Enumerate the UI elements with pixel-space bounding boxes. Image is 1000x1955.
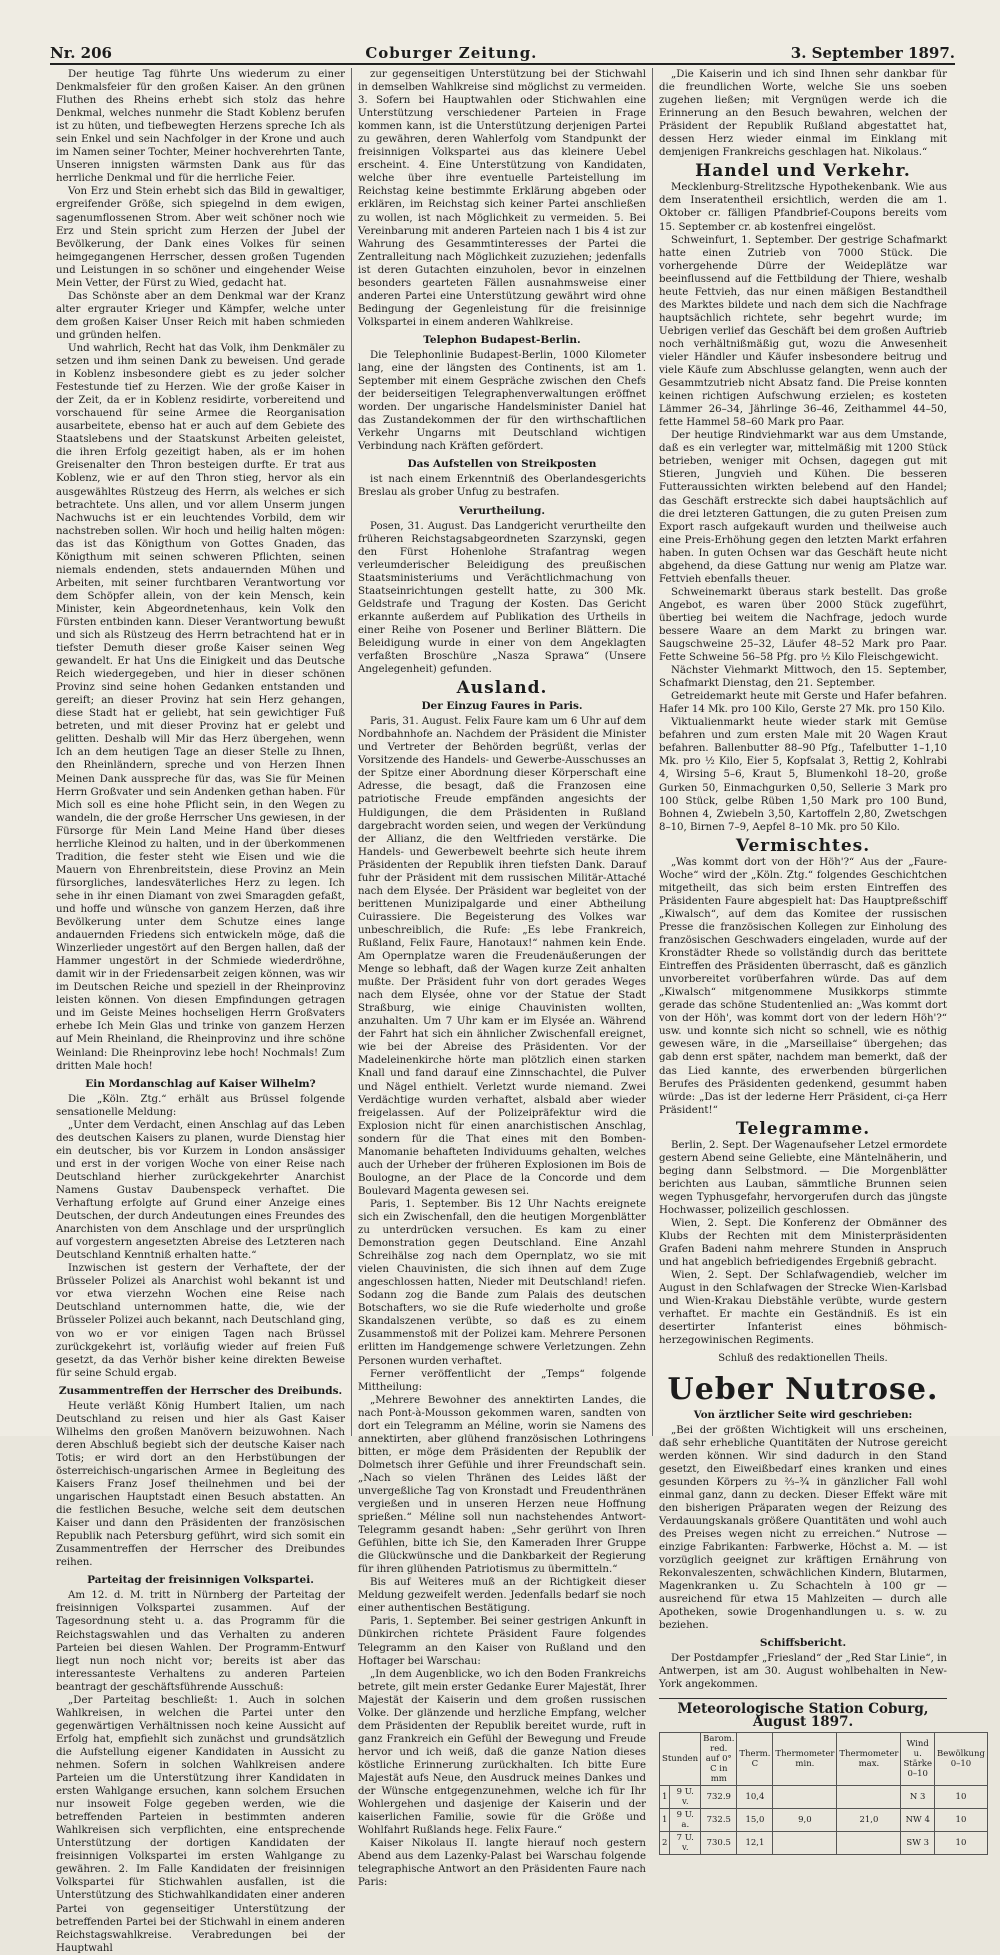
section-heading: Telegramme. [735, 1118, 871, 1139]
masthead [50, 38, 955, 62]
paragraph: Wien, 2. Sept. Der Schlafwagendieb, welcher im August in den Schlafwagen der Strecke Wien-Karlsbad und Wien-Krakau Diebstähle verübte, wurde gestern verhaftet. Er machte ein Geständniß. Es ist ein desertirter Infanterist eines böhmisch-herzegowinischen Regiments. [659, 1270, 947, 1347]
article-heading: Parteitag der freisinnigen Volkspartei. [87, 1574, 314, 1587]
newspaper-title: Coburger Zeitung. [365, 44, 538, 62]
paragraph: „Unter dem Verdacht, einen Anschlag auf das Leben des deutschen Kaisers zu planen, wurde Dienstag hier ein deutscher, bis vor Kurzem in London ansässiger und erst in der vorigen Woche von einer Reise nach Deutschland hierher zurückgekehrter Anarchist Namens Gustav Daubenspeck verhaftet. Die Verhaftung erfolgte auf Grund einer Anzeige eines Deutschen, der durch Andeutungen eines Freundes des Anarchisten von dem Anschlage und der ursprünglich auf vorgestern angesetzten Abreise des Letzteren nach Deutschland Kenntniß erhalten hatte.“ [56, 1119, 345, 1262]
weather-cell: 10 [934, 1785, 987, 1808]
paragraph: Das Schönste aber an dem Denkmal war der Kranz alter ergrauter Krieger und Kämpfer, welche unter dem großen Kaiser Unser Reich mit haben schmieden und gründen helfen. [56, 290, 345, 341]
advert-headline: Ueber Nutrose. [667, 1371, 939, 1407]
weather-cell: 2 [660, 1831, 670, 1854]
article-heading: Verurtheilung. [459, 504, 545, 517]
paragraph: Schweinemarkt überaus stark bestellt. Das große Angebot, es waren über 2000 Stück zugeführt, übertieg bei weitem die Nachfrage, jedoch wurde bessere Waare an dem Markt zu bringen war. Saugschweine 25–32, Läufer 48–52 Mark pro Paar. Fette Schweine 56–58 Pfg. pro ½ Kilo Fleischgewicht. [659, 586, 947, 664]
section-heading: Handel und Verkehr. [695, 161, 911, 182]
paragraph: „Bei der größten Wichtigkeit will uns erscheinen, daß sehr erhebliche Quantitäten der Nutrose gereicht werden können. Wir sind dadurch in den Stand gesetzt, den Eiweißbedarf eines kranken und eines gesunden Körpers zu ⅔–¾ in gänzlicher Fall wohl einmal ganz, dann zu decken. Dieser Effekt wäre mit den bisherigen Präparaten wegen der Reizung des Verdauungskanals größere Quantitäten und wohl auch des Preises wegen nicht zu erreichen.“ Nutrose — einzige Fabrikanten: Farbwerke, Höchst a. M. — ist vorzüglich geeignet zur kräftigen Ernährung von Rekonvaleszenten, schwächlichen Kindern, Blutarmen, Magenkranken u. Zu Schachteln à 100 gr — ausreichend für etwa 15 Mahlzeiten — durch alle Apotheken, sowie Drogenhandlungen u. s. w. zu beziehen. [659, 1424, 947, 1632]
article-heading: Ein Mordanschlag auf Kaiser Wilhelm? [85, 1077, 316, 1090]
weather-cell: N 3 [901, 1785, 935, 1808]
weather-cell: 21,0 [837, 1808, 901, 1831]
section-heading: Ausland. [456, 678, 548, 699]
paragraph: ist nach einem Erkenntniß des Oberlandesgerichts Breslau als grober Unfug zu bestrafen. [358, 474, 646, 499]
weather-body [660, 1785, 988, 1854]
paragraph: „Was kommt dort von der Höh'?“ Aus der „Faure-Woche“ wird der „Köln. Ztg.“ folgendes Geschichtchen mitgetheilt, das sich beim ersten Eintreffen des Präsidenten Faure abgespielt hat: Das Hauptpreßschiff „Kiwalsch“, auf dem das Komitee der russischen Presse die französischen Kollegen zur Einholung des französischen Geschwaders eingeladen, wurde auf der Kronstädter Rhede so vollständig durch das berittete Eintreffen des Präsidenten überrascht, daß es gänzlich unvorbereitet vorüberfahren würde. Das auf dem „Kiwalsch“ mitgenommene Musikkorps stimmte gerade das schöne Studentenlied an: „Was kommt dort von der Höh', was kommt dort von der ledern Höh'?“ usw. und konnte sich nicht so schnell, wie es nöthig gewesen wäre, in die „Marseillaise“ übergehen; das gab denn erst später, nachdem man bemerkt, daß der das Lied kannte, des erwerbenden bürgerlichen Berufes des Präsidenten gedenkend, gesummt haben würde: „Das ist der lederne Herr Präsident, ci-ça Herr Präsident!“ [659, 856, 947, 1116]
weather-cell [837, 1785, 901, 1808]
column-3 [652, 68, 985, 1853]
weather-cell [773, 1785, 837, 1808]
article-heading: Zusammentreffen der Herrscher des Dreibunds. [58, 1384, 343, 1397]
column-2 [351, 68, 652, 1889]
weather-header-cell: Barom. red. auf 0° C in mm [701, 1732, 737, 1785]
weather-cell: 732.5 [701, 1808, 737, 1831]
paragraph: Getreidemarkt heute mit Gerste und Hafer befahren. Hafer 14 Mk. pro 100 Kilo, Gerste 27 Mk. pro 150 Kilo. [659, 691, 947, 716]
weather-cell: SW 3 [901, 1831, 935, 1854]
weather-header-cell: Therm. C [737, 1732, 773, 1785]
paragraph: Der Postdampfer „Friesland“ der „Red Star Linie“, in Antwerpen, ist am 30. August wohlbehalten in New-York angekommen. [659, 1653, 947, 1691]
weather-header-cell: Thermometer min. [773, 1732, 837, 1785]
issue-number: Nr. 206 [50, 44, 112, 62]
weather-cell: 732.9 [701, 1785, 737, 1808]
issue-date: 3. September 1897. [790, 44, 955, 62]
column-1 [50, 68, 351, 1954]
paragraph: Schweinfurt, 1. September. Der gestrige Schafmarkt hatte einen Zutrieb von 7000 Stück. Die vorhergehende Dürre der Weideplätze war beeinflussend auf die Fettbildung der Thiere, weshalb heute Fettvieh, das nur einen mäßigen Bestandtheil des Marktes bildete und nach dem sich die Nachfrage hauptsächlich richtete, sehr begehrt wurde; im Uebrigen verlief das Geschäft bei dem großen Auftrieb noch verhältnißmäßig gut, wozu die Anwesenheit vieler Händler und Käufer insbesondere beitrug und viele Käufe zum Abschlusse gelangten, wenn auch der Gesammtzutrieb nicht Absatz fand. Die Preise konnten keinen richtigen Aufschwung erzielen; es kosteten Lämmer 26–34, Jährlinge 36–46, Zeithammel 44–50, fette Hammel 58–60 Mark pro Paar. [659, 234, 947, 429]
paragraph: Viktualienmarkt heute wieder stark mit Gemüse befahren und zum ersten Male mit 20 Wagen Kraut befahren. Ballenbutter 88–90 Pfg., Tafelbutter 1–1,10 Mk. pro ½ Kilo, Eier 5, Kopfsalat 3, Rettig 2, Kohlrabi 4, Wirsing 5–6, Kraut 5, Blumenkohl 18–20, große Gurken 50, Einmachgurken 0,50, Sellerie 3 Mark pro 100 Stück, gelbe Rüben 1,50 Mark pro 100 Bund, Bohnen 4, Zwiebeln 3,50, Kartoffeln 2,80, Zwetschgen 8–10, Birnen 7–9, Aepfel 8–10 Mk. pro 50 Kilo. [659, 717, 947, 833]
paragraph: Posen, 31. August. Das Landgericht verurtheilte den früheren Reichstagsabgeordneten Szarzynski, gegen den Fürst Hohenlohe Strafantrag wegen verleumderischer Beleidigung des preußischen Staatsministeriums und Verächtlichmachung von Staatseinrichtungen gestellt hatte, zu 300 Mk. Geldstrafe und Tragung der Kosten. Das Gericht erkannte außerdem auf Publikation des Urtheils in einer Reihe von Posener und Berliner Blättern. Die Beleidigung wurde in einer von dem Angeklagten verfaßten Broschüre „Nasza Sprawa“ (Unsere Angelegenheit) gefunden. [358, 520, 646, 676]
weather-table [659, 1732, 988, 1855]
end-note: Schluß des redaktionellen Theils. [718, 1352, 888, 1364]
paragraph: „Der Parteitag beschließt: 1. Auch in solchen Wahlkreisen, in welchen die Partei unter den gegenwärtigen Verhältnissen noch keine Aussicht auf Erfolg hat, empfiehlt sich zunächst und grundsätzlich die Aufstellung eigener Kandidaten in Aussicht zu nehmen. Sofern in solchen Wahlkreisen andere Parteien um die Unterstützung ihrer Kandidaten in ersten Wahlgange ersuchen, kann solchem Ersuchen nur insoweit Folge gegeben werden, wie die betreffenden Parteien in bestimmten anderen Wahlkreisen sich verpflichten, eine entsprechende Unterstützung der dortigen Kandidaten der freisinnigen Volkspartei im ersten Wahlgange zu gewähren. 2. Im Falle Kandidaten der freisinnigen Volkspartei für Stichwahlen ausfallen, ist die Unterstützung des Stichwahlkandidaten einer anderen Partei von gegenseitiger Unterstützung der betreffenden Partei bei der Stichwahl in einem anderen Reichstagswahlkreise. Verabredungen bei der Hauptwahl [56, 1694, 345, 1954]
weather-title: Meteorologische Station Coburg, August 1897. [659, 1698, 947, 1729]
paragraph: zur gegenseitigen Unterstützung bei der Stichwahl in demselben Wahlkreise sind möglichst zu vermeiden. 3. Sofern bei Hauptwahlen oder Stichwahlen eine Unterstützung verschiedener Parteien in Frage kommen kann, ist die Unterstützung derjenigen Partei zu gewähren, deren Wahlerfolg vom Standpunkt der freisinnigen Volkspartei aus das kleinere Uebel erscheint. 4. Eine Unterstützung von Kandidaten, welche über ihre eventuelle Parteistellung im Reichstag keine bestimmte Erklärung abgeben oder erklären, im Reichstag sich keiner Partei anschließen zu wollen, ist nach Möglichkeit zu vermeiden. 5. Bei Vereinbarung mit anderen Parteien nach 1 bis 4 ist zur Wahrung des Gesammtinteresses der Partei die Zentralleitung nach Möglichkeit zuzuziehen; jedenfalls ist deren Gutachten einzuholen, bevor in einzelnen besonders gearteten Fällen ausnahmsweise einer anderen Partei eine Unterstützung gewährt wird ohne Bedingung der Gegenleistung für die freisinnige Volkspartei in einem anderen Wahlkreise. [358, 69, 646, 328]
weather-row [660, 1831, 988, 1854]
weather-row [660, 1808, 988, 1831]
weather-cell: 1 [660, 1785, 670, 1808]
article-heading: Telephon Budapest-Berlin. [423, 333, 581, 346]
paragraph: Paris, 1. September. Bei seiner gestrigen Ankunft in Dünkirchen richtete Präsident Faure folgendes Telegramm an den Kaiser von Rußland und den Hoftager bei Warschau: [358, 1616, 646, 1667]
paragraph: Kaiser Nikolaus II. langte hierauf noch gestern Abend aus dem Lazenky-Palast bei Warschau folgende telegraphische Antwort an den Präsidenten Faure nach Paris: [358, 1838, 646, 1889]
paragraph: Die „Köln. Ztg.“ erhält aus Brüssel folgende sensationelle Meldung: [56, 1093, 345, 1118]
paragraph: Ferner veröffentlicht der „Temps“ folgende Mittheilung: [358, 1368, 646, 1393]
paragraph: „In dem Augenblicke, wo ich den Boden Frankreichs betrete, gilt mein erster Gedanke Eurer Majestät, Ihrer Majestät der Kaiserin und dem großen russischen Volke. Der glänzende und herzliche Empfang, welcher dem Präsidenten der Republik bereitet wurde, ruft in ganz Frankreich ein Gefühl der Bewegung und Freude hervor und ich weiß, daß die ganze Nation dieses köstliche Erinnerung zurückhalten. Ich bitte Eure Majestät aufs Neue, den Ausdruck meines Dankes und der Wünsche entgegenzunehmen, welche ich für Ihr Wohlergehen und dasjenige der Kaiserin und der kaiserlichen Familie, sowie für die Größe und Wohlfahrt Rußlands hege. Felix Faure.“ [358, 1668, 646, 1837]
article-heading: Der Einzug Faures in Paris. [421, 700, 583, 713]
weather-cell: 1 [660, 1808, 670, 1831]
weather-cell: 12,1 [737, 1831, 773, 1854]
paragraph: Die Telephonlinie Budapest-Berlin, 1000 Kilometer lang, eine der längsten des Continents, ist am 1. September mit einem Gespräche zwischen den Chefs der beiderseitigen Telegraphenverwaltungen eröffnet worden. Der ungarische Handelsminister Daniel hat das Zustandekommen der für den wirthschaftlichen Verkehr Ungarns mit Deutschland wichtigen Verbindung nach Kräften gefördert. [358, 349, 646, 453]
paragraph: Paris, 31. August. Felix Faure kam um 6 Uhr auf dem Nordbahnhofe an. Nachdem der Präsident die Minister und Vertreter der Behörden begrüßt, verlas der Vorsitzende des Handels- und Gewerbe-Ausschusses an der Spitze einer Abordnung dieser Körperschaft eine Adresse, die besagt, daß die Franzosen eine patriotische Freude empfänden angesichts der Huldigungen, die dem Präsidenten in Rußland dargebracht worden seien, und wegen der Verkündung der Allianz, die den Weltfrieden verstärke. Die Handels- und Gewerbewelt beehrte sich heute ihrem Präsidenten der Republik ihren tiefsten Dank. Darauf fuhr der Präsident mit dem russischen Militär-Attaché nach dem Elysée. Der Präsident war begleitet von der berittenen Munizipalgarde und einer Abtheilung Cuirassiere. Die Begeisterung des Volkes war unbeschreiblich, die Rufe: „Es lebe Frankreich, Rußland, Felix Faure, Hanotaux!“ nahmen kein Ende. Am Opernplatze waren die Freudenäußerungen der Menge so lebhaft, daß der Wagen kurze Zeit anhalten mußte. Der Präsident fuhr von dort gerades Weges nach dem Elysée, ohne vor der Statue der Stadt Straßburg, wie einige Chauvinisten wollten, anzuhalten. Um 7 Uhr kam er im Elysée an. Während der Fahrt hat sich ein ähnlicher Zwischenfall ereignet, wie bei der Abreise des Präsidenten. Vor der Madeleinenkirche hörte man plötzlich einen starken Knall und fand darauf eine Zinnschachtel, die Pulver und Nägel enthielt. Verletzt wurde niemand. Zwei Verdächtige wurden verhaftet, alsbald aber wieder freigelassen. Auf der Polizeipräfektur wird die Explosion nicht für einen anarchistischen Anschlag, sondern für die That eines mit den Bomben-Manomanie behafteten Individuums gehalten, welches auch der Urheber der früheren Explosionen im Bois de Boulogne, an der Place de la Concorde und dem Boulevard Magenta gewesen sei. [358, 716, 646, 1197]
weather-header-cell: Bewölkung 0–10 [934, 1732, 987, 1785]
weather-cell: 7 U. v. [670, 1831, 701, 1854]
article-heading: Das Aufstellen von Streikposten [407, 458, 597, 471]
weather-cell: 730.5 [701, 1831, 737, 1854]
header-rule [50, 63, 955, 65]
paragraph: Wien, 2. Sept. Die Konferenz der Obmänner des Klubs der Rechten mit dem Ministerpräsidenten Grafen Badeni nahm mehrere Stunden in Anspruch und hat angeblich befriedigendes Ergebniß gebracht. [659, 1218, 947, 1269]
weather-cell [773, 1831, 837, 1854]
weather-cell: 9 U. v. [670, 1785, 701, 1808]
section-heading: Vermischtes. [735, 835, 871, 856]
weather-cell: NW 4 [901, 1808, 935, 1831]
weather-cell: 10 [934, 1808, 987, 1831]
weather-cell: 9,0 [773, 1808, 837, 1831]
weather-cell: 15,0 [737, 1808, 773, 1831]
subheading: Von ärztlicher Seite wird geschrieben: [693, 1408, 913, 1421]
columns [50, 68, 985, 1954]
column-3-articles [659, 68, 947, 1692]
paragraph: Nächster Viehmarkt Mittwoch, den 15. September, Schafmarkt Dienstag, den 21. September. [659, 665, 947, 690]
paragraph: Der heutige Tag führte Uns wiederum zu einer Denkmalsfeier für den großen Kaiser. An den grünen Fluthen des Rheins erhebt sich stolz das hehre Denkmal, welches nunmehr die Stadt Koblenz berufen ist zu hüten, und tiefbewegten Herzens spreche Ich als sein Enkel und sein Nachfolger in der Krone und auch im Namen seiner Tochter, Meiner hochverehrten Tante, Unseren innigsten wärmsten Dank aus für das herrliche Denkmal und für die herrliche Feier. [56, 69, 345, 185]
weather-header-cell: Thermometer max. [837, 1732, 901, 1785]
weather-header-cell: Stunden [660, 1732, 701, 1785]
paragraph: Mecklenburg-Strelitzsche Hypothekenbank. Wie aus dem Inseratentheil ersichtlich, werden die am 1. Oktober cr. fälligen Pfandbrief-Coupons bereits vom 15. September cr. ab kostenfrei eingelöst. [659, 182, 947, 233]
paragraph: Der heutige Rindviehmarkt war aus dem Umstande, daß es ein verlegter war, mittelmäßig mit 1200 Stück betrieben, weniger mit Ochsen, dagegen gut mit Stieren, Jungvieh und Kühen. Die besseren Futteraussichten wirkten belebend auf den Handel; das Geschäft erstreckte sich dabei hauptsächlich auf die drei letzteren Gattungen, die zu guten Preisen zum Export rasch aufgekauft wurden und theilweise auch eine Preis-Erhöhung gegen den letzten Markt erfahren haben. In guten Ochsen war das Geschäft heute nicht abgehend, da diese Gattung nur wenig am Platze war. Fettvieh ebenfalls theuer. [659, 430, 947, 585]
weather-cell: 10,4 [737, 1785, 773, 1808]
paragraph: „Mehrere Bewohner des annektirten Landes, die nach Pont-à-Mousson gekommen waren, sandten von dort ein Telegramm an Méline, worin sie Namens des annektirten, aber glühend französischen Lothringens bitten, er möge dem Präsidenten der Republik der Dolmetsch ihrer Gefühle und ihrer Freundschaft sein. „Nach so vielen Thränen des Leides läßt der unvergeßliche Tag von Kronstadt und Freudenthränen vergießen und in unseren Herzen neue Hoffnung sprießen.“ Méline soll nun nachstehendes Antwort-Telegramm gesandt haben: „Sehr gerührt von Ihren Gefühlen, bitte ich Sie, den Kameraden Ihrer Gruppe die Glückwünsche und die Dankbarkeit der Regierung für ihren glühenden Patriotismus zu übermitteln.“ [358, 1394, 646, 1576]
weather-row [660, 1785, 988, 1808]
paragraph: „Die Kaiserin und ich sind Ihnen sehr dankbar für die freundlichen Worte, welche Sie uns soeben zugehen ließen; mit Vergnügen werde ich die Erinnerung an den Besuch bewahren, welchen der Präsident der Republik Rußland abgestattet hat, dessen Herz wieder einmal im Einklang mit demjenigen Frankreichs geschlagen hat. Nikolaus.“ [659, 69, 947, 159]
weather-cell [837, 1831, 901, 1854]
paragraph: Bis auf Weiteres muß an der Richtigkeit dieser Meldung gezweifelt werden. Jedenfalls bedarf sie noch einer authentischen Bestätigung. [358, 1577, 646, 1615]
weather-cell: 10 [934, 1831, 987, 1854]
weather-cell: 9 U. a. [670, 1808, 701, 1831]
paragraph: Berlin, 2. Sept. Der Wagenaufseher Letzel ermordete gestern Abend seine Geliebte, eine Mäntelnäherin, und beging dann Selbstmord. — Die Morgenblätter berichten aus Lauban, sämmtliche Brunnen seien wegen Typhusgefahr, hervorgerufen durch das jüngste Hochwasser, polizeilich geschlossen. [659, 1139, 947, 1216]
paragraph: Am 12. d. M. tritt in Nürnberg der Parteitag der freisinnigen Volkspartei zusammen. Auf der Tagesordnung steht u. a. das Programm für die Reichstagswahlen und das Verhalten zu anderen Parteien bei diesen Wahlen. Der Programm-Entwurf liegt nun noch nicht vor; bereits ist aber das interessanteste Verhaltens zu anderen Parteien beantragt der geschäftsführende Ausschuß: [56, 1590, 345, 1693]
paragraph: Paris, 1. September. Bis 12 Uhr Nachts ereignete sich ein Zwischenfall, den die heutigen Morgenblätter zu unterdrücken versuchen. Es kam zu einer Demonstration gegen Deutschland. Eine Anzahl Schreihälse zog nach dem Opernplatz, wo sie mit vielen Chauvinisten, die sich ihnen auf dem Zuge angeschlossen hatten, Nieder mit Deutschland! riefen. Sodann zog die Bande zum Palais des deutschen Botschafters, wo sie die Rufe wiederholte und große Skandalszenen verübte, so daß es zu einem Zusammenstoß mit der Polizei kam. Mehrere Personen erlitten im Handgemenge schwere Verletzungen. Zehn Personen wurden verhaftet. [358, 1198, 646, 1367]
paragraph: Und wahrlich, Recht hat das Volk, ihm Denkmäler zu setzen und ihm seinen Dank zu beweisen. Und gerade in Koblenz insbesondere giebt es zu jeder solcher Festestunde tief zu Herzen. Wie der große Kaiser in der Zeit, da er in Koblenz residirte, vorbereitend und vorschauend für seine Armee die Reorganisation ausarbeitete, ebenso hat er auch auf dem Gebiete des Staatslebens und der Staatskunst Arbeiten geleistet, die ihren Erfolg gezeitigt haben, als er im hohen Greisenalter den Thron besteigen durfte. Er trat aus Koblenz, wie er auf den Thron stieg, hervor als ein ausgewähltes Rüstzeug des Herrn, als welches er sich betrachtete. Uns allen, und vor allem Unserm jungen Nachwuchs ist er ein leuchtendes Vorbild, dem wir nachstreben sollen. Wir hoch und heilig halten mögen: das ist das Königthum von Gottes Gnaden, das Königthum mit seinen schweren Pflichten, seinen niemals endenden, stets andauernden Mühen und Arbeiten, mit seiner furchtbaren Verantwortung vor dem Schöpfer allein, von der kein Mensch, kein Minister, kein Abgeordnetenhaus, kein Volk den Fürsten entbinden kann. Dieser Verantwortung bewußt und sich als Rüstzeug des Herrn betrachtend hat er in tiefster Demuth dieser große Kaiser seinen Weg gewandelt. Er hat Uns die Einigkeit und das Deutsche Reich wiedergegeben, und hier in dieser schönen Provinz sind seine hohen Gedanken entstanden und gereift; an dieser Provinz hat sein Herz gehangen, diese Stadt hat er geliebt, hat sein gewichtiger Fuß betreten, und mit dieser Provinz hat er gelebt und gelitten. Deshalb will Mir das Herz übergehen, wenn Ich an dem heutigen Tage an dieser Stelle zu Ihnen, den Rheinländern, spreche und von Herzen Ihnen Meinen Dank ausspreche für das, was Sie für Meinen Herrn Großvater und sein Andenken gethan haben. Für Mich soll es eine hohe Pflicht sein, in den Wegen zu wandeln, die der große Herrscher Uns gewiesen, in der Fürsorge für Mein Land Meine Hand über dieses herrliche Kleinod zu halten, und in der überkommenen Tradition, die fester steht wie Eisen und wie die Mauern von Ehrenbreitstein, diese Provinz an Mein fürsorgliches, landesväterliches Herz zu legen. Ich sehe in ihr einen Diamant von zwei Smaragden gefaßt, und hoffe und wünsche von ganzem Herzen, daß ihre Bevölkerung unter dem Schutze eines lange andauernden Friedens sich entwickeln möge, daß die Winzerlieder ungestört auf den Bergen hallen, daß der Hammer ungestört in der Schmiede wiederdröhne, damit wir in der Friedensarbeit zeigen können, was wir im Deutschen Reiche und speziell in der Rheinprovinz leisten können. Von diesen Empfindungen getragen und im Geiste Meines hochseligen Herrn Großvaters erhebe Ich Mein Glas und trinke von ganzem Herzen auf Mein Rheinland, die Rheinprovinz und ihre schöne Weinland: Die Rheinprovinz lebe hoch! Nochmals! Zum dritten Male hoch! [56, 342, 345, 1072]
article-heading: Schiffsbericht. [759, 1637, 847, 1650]
paragraph: Von Erz und Stein erhebt sich das Bild in gewaltiger, ergreifender Größe, sich spiegelnd in dem ewigen, sagenumflossenen Strom. Aber weit schöner noch wie Erz und Stein spricht zum Herzen der Jubel der Bevölkerung, der Dank eines Volkes für seinen heimgegangenen Herrscher, dessen großen Tugenden und Leistungen in so schöner und eingehender Weise Mein Vetter, der Fürst zu Wied, gedacht hat. [56, 186, 345, 289]
weather-header-cell: Wind u. Stärke 0–10 [901, 1732, 935, 1785]
weather-header-row [660, 1732, 988, 1785]
paragraph: Heute verläßt König Humbert Italien, um nach Deutschland zu reisen und hier als Gast Kaiser Wilhelms den großen Manövern beizuwohnen. Nach deren Abschluß begiebt sich der deutsche Kaiser nach Totis; er wird dort an den Herbstübungen der österreichisch-ungarischen Armee in Begleitung des Kaisers Franz Josef theilnehmen und bei der ungarischen Hauptstadt einen Besuch abstatten. An die festlichen Besuche, welche seit dem deutschen Kaiser und dann den Präsidenten der französischen Republik nach Petersburg geführt, wird sich somit ein Zusammentreffen der Herrscher des Dreibundes reihen. [56, 1400, 345, 1569]
paragraph: Inzwischen ist gestern der Verhaftete, der der Brüsseler Polizei als Anarchist wohl bekannt ist und vor etwa vierzehn Wochen eine Reise nach Deutschland unternommen hatte, die, wie der Brüsseler Polizei auch bekannt, nach Deutschland ging, von wo er vor einigen Tagen nach Brüssel zurückgekehrt ist, vorläufig wieder auf freien Fuß gesetzt, da das Verhör bisher keine direkten Beweise für seine Schuld ergab. [56, 1263, 345, 1379]
